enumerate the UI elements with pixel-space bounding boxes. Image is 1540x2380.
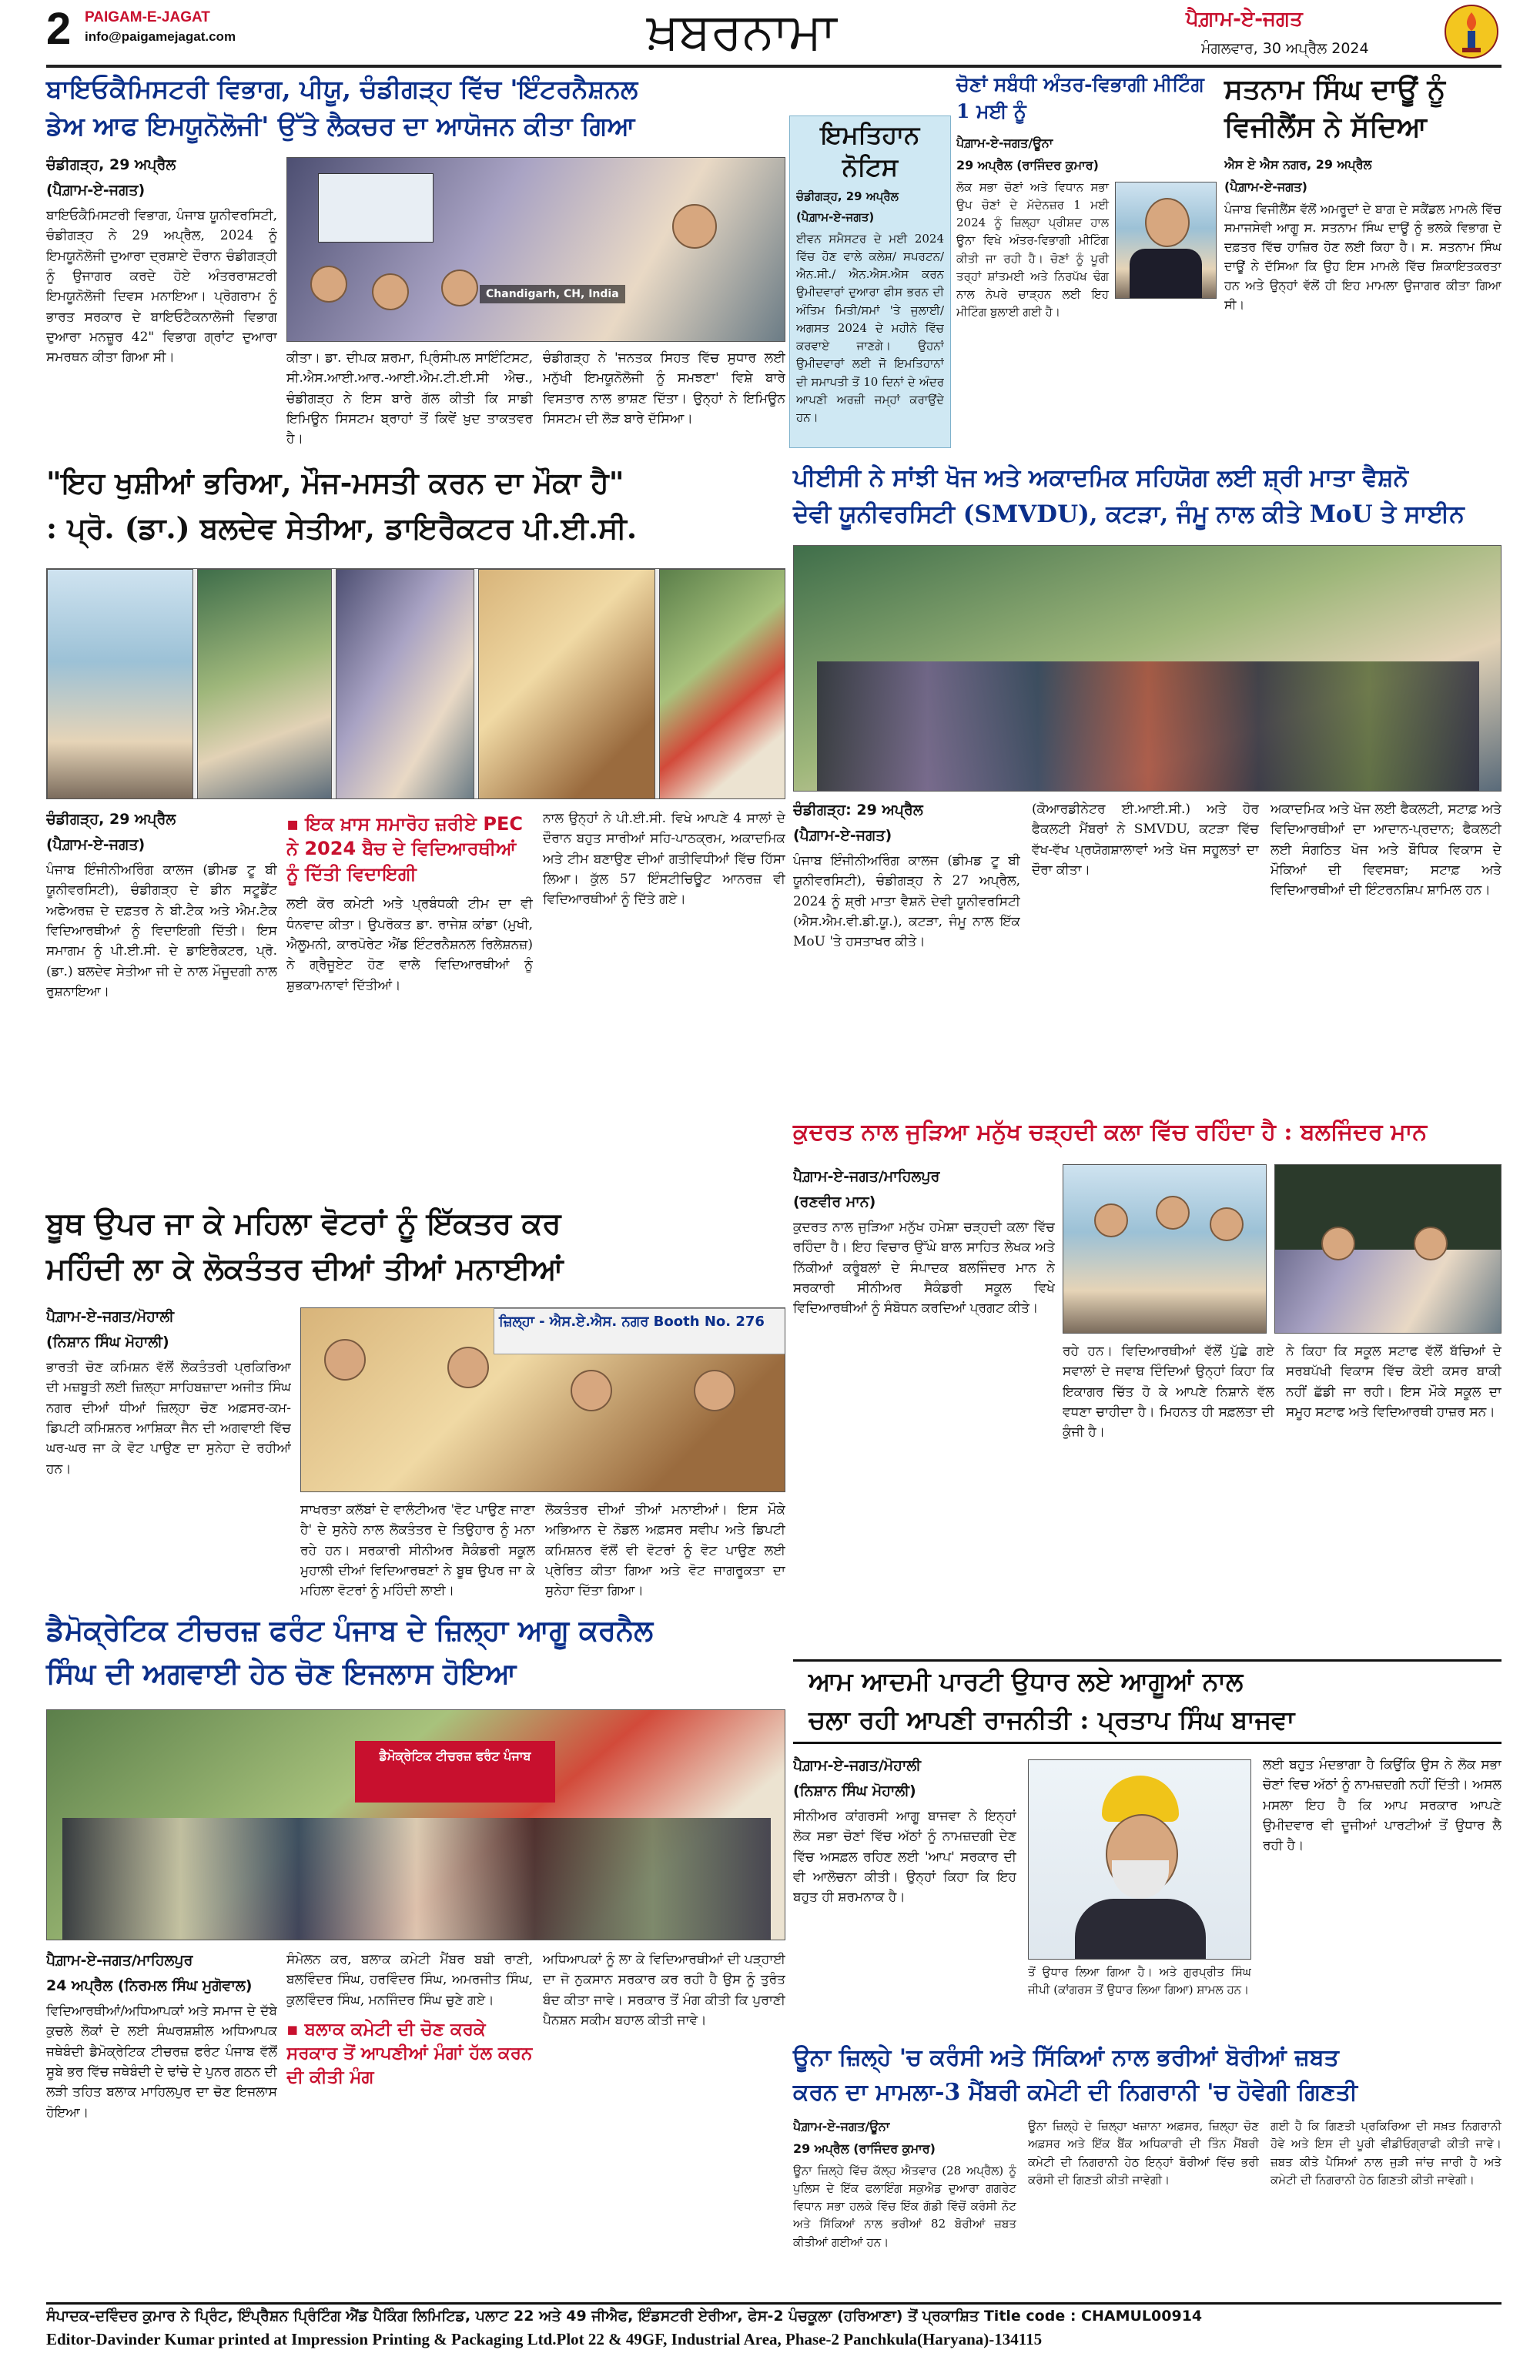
text-column-3 <box>543 808 785 1193</box>
collage-photo-2 <box>197 569 332 799</box>
imprint-line-punjabi: ਸੰਪਾਦਕ-ਦਵਿੰਦਰ ਕੁਮਾਰ ਨੇ ਪ੍ਰਿੰਟ, ਇੰਪ੍ਰੈਸ਼ਨ ਪ੍ਰਿੰਟਿੰਗ ਐਂਡ ਪੈਕਿੰਗ ਲਿਮਿਟਿਡ, ਪਲਾਟ 22 ਅਤੇ 49 ਜੀਐਫ, ਇੰਡਸਟਰੀ ਏਰੀਆ, ਫੇਸ-2 ਪੰਚਕੂਲਾ (ਹਰਿਆਣਾ) ਤੋਂ ਪ੍ਰਕਾਸ਼ਿਤ Title code : CHAMUL00914 <box>46 2308 1203 2325</box>
pull-quote <box>286 812 533 886</box>
article-election-meeting <box>956 71 1217 448</box>
dateline: ਚੰਡੀਗੜ੍ਹ, 29 ਅਪ੍ਰੈਲ <box>46 156 176 173</box>
body-text: ਪੰਜਾਬ ਇੰਜੀਨੀਅਰਿੰਗ ਕਾਲਜ (ਡੀਮਡ ਟੂ ਬੀ ਯੂਨੀਵਰਸਿਟੀ), ਚੰਡੀਗੜ੍ਹ ਨੇ 27 ਅਪ੍ਰੈਲ, 2024 ਨੂੰ ਸ਼੍ਰੀ ਮਾਤਾ ਵੈਸ਼ਨੋ ਦੇਵੀ ਯੂਨੀਵਰਸਿਟੀ (ਐਸ.ਐਮ.ਵੀ.ਡੀ.ਯੂ.), ਕਟੜਾ, ਜੰਮੂ ਨਾਲ ਇੱਕ MoU 'ਤੇ ਹਸਤਾਖਰ ਕੀਤੇ। <box>793 852 1020 950</box>
article-biochemistry <box>46 71 785 456</box>
headline: ਚੋਣਾਂ ਸਬੰਧੀ ਅੰਤਰ-ਵਿਭਾਗੀ ਮੀਟਿੰਗ 1 ਮਈ ਨੂੰ <box>956 73 1204 122</box>
projector-screen <box>318 173 434 243</box>
article-teachers <box>46 1609 785 2293</box>
text-column-2 <box>1032 799 1259 1107</box>
section-title: ਖ਼ਬਰਨਾਮਾ <box>647 2 837 61</box>
headline-line-1: "ਇਹ ਖੁਸ਼ੀਆਂ ਭਰਿਆ, ਮੌਜ-ਮਸਤੀ ਕਰਨ ਦਾ ਮੌਕਾ ਹੈ" <box>46 465 624 500</box>
person <box>1156 1196 1190 1230</box>
photo-caption <box>1028 1963 1251 2029</box>
headline <box>46 1201 785 1291</box>
voter <box>324 1339 366 1381</box>
byline: (ਪੈਗ਼ਾਮ-ਏ-ਜਗਤ) <box>796 210 875 225</box>
text-column-1 <box>46 154 277 454</box>
article-pec-farewell <box>46 460 785 1230</box>
headline-line-2: ਵਿਜੀਲੈਂਸ ਨੇ ਸੱਦਿਆ <box>1224 110 1427 143</box>
text-column-2 <box>1063 1341 1274 1634</box>
voter <box>571 1370 612 1411</box>
body-text: ਨੇ ਕਿਹਾ ਕਿ ਸਕੂਲ ਸਟਾਫ ਵੱਲੋਂ ਬੱਚਿਆਂ ਦੇ ਸਰਬਪੱਖੀ ਵਿਕਾਸ ਵਿੱਚ ਕੋਈ ਕਸਰ ਬਾਕੀ ਨਹੀਂ ਛੱਡੀ ਜਾ ਰਹੀ। ਇਸ ਮੌਕੇ ਸਕੂਲ ਦਾ ਸਮੂਹ ਸਟਾਫ ਅਤੇ ਵਿਦਿਆਰਥੀ ਹਾਜ਼ਰ ਸਨ। <box>1286 1344 1502 1421</box>
headline-line-1: ਡੈਮੋਕ੍ਰੇਟਿਕ ਟੀਚਰਜ਼ ਫਰੰਟ ਪੰਜਾਬ ਦੇ ਜ਼ਿਲ੍ਹਾ ਆਗੂ ਕਰਨੈਲ <box>46 1613 654 1647</box>
dateline: ਪੈਗ਼ਾਮ-ਏ-ਜਗਤ/ਊਨਾ <box>793 2119 890 2134</box>
speaker <box>672 204 717 249</box>
body-text: ਸਾਖਰਤਾ ਕਲੱਬਾਂ ਦੇ ਵਾਲੰਟੀਅਰ 'ਵੋਟ ਪਾਉਣ ਜਾਣਾ ਹੈ' ਦੇ ਸੁਨੇਹੇ ਨਾਲ ਲੋਕਤੰਤਰ ਦੇ ਤਿਉਹਾਰ ਨੂੰ ਮਨਾ ਰਹੇ ਹਨ। ਸਰਕਾਰੀ ਸੀਨੀਅਰ ਸੈਕੰਡਰੀ ਸਕੂਲ ਮੁਹਾਲੀ ਦੀਆਂ ਵਿਦਿਆਰਥਣਾਂ ਨੇ ਬੂਥ ਉਪਰ ਜਾ ਕੇ ਮਹਿਲਾ ਵੋਟਰਾਂ ਨੂੰ ਮਹਿੰਦੀ ਲਾਈ। <box>300 1502 535 1599</box>
bajwa-portrait <box>1028 1759 1251 1960</box>
bullet-icon: ▪ <box>286 813 306 835</box>
headline <box>808 1662 1294 1739</box>
masthead-rule <box>46 65 1502 68</box>
dateline: ਚੰਡੀਗੜ੍ਹ, 29 ਅਪ੍ਰੈਲ <box>796 189 899 204</box>
person <box>1414 1227 1448 1260</box>
byline: (ਪੈਗ਼ਾਮ-ਏ-ਜਗਤ) <box>1224 179 1307 194</box>
union-banner <box>355 1741 555 1803</box>
attendee <box>310 266 347 303</box>
school-photo-1 <box>1063 1164 1267 1334</box>
text-column-3 <box>543 348 785 456</box>
issue-date: ਮੰਗਲਵਾਰ, 30 ਅਪ੍ਰੈਲ 2024 <box>1201 40 1369 57</box>
notice-title-line-2: ਨੋਟਿਸ <box>842 152 899 182</box>
body-text: ਊਨਾ ਜ਼ਿਲ੍ਹੇ ਦੇ ਜ਼ਿਲ੍ਹਾ ਖਜ਼ਾਨਾ ਅਫ਼ਸਰ, ਜ਼ਿਲ੍ਹਾ ਚੋਣ ਅਫ਼ਸਰ ਅਤੇ ਇੱਕ ਬੈਂਕ ਅਧਿਕਾਰੀ ਦੀ ਤਿੰਨ ਮੈਂਬਰੀ ਕਮੇਟੀ ਦੀ ਨਿਗਰਾਨੀ ਹੇਠ ਇਨ੍ਹਾਂ ਬੋਰੀਆਂ ਵਿੱਚ ਭਰੀ ਕਰੰਸੀ ਦੀ ਗਿਣਤੀ ਕੀਤੀ ਜਾਵੇਗੀ। <box>1028 2119 1259 2187</box>
logo-icon <box>1444 3 1499 60</box>
body-text: ਕੀਤਾ। ਡਾ. ਦੀਪਕ ਸ਼ਰਮਾ, ਪ੍ਰਿੰਸੀਪਲ ਸਾਇੰਟਿਸਟ, ਸੀ.ਐਸ.ਆਈ.ਆਰ.-ਆਈ.ਐਮ.ਟੀ.ਈ.ਸੀ ਐਚ., ਚੰਡੀਗੜ੍ਹ ਨੇ ਇਸ ਬਾਰੇ ਗੱਲ ਕੀਤੀ ਕਿ ਸਾਡੀ ਇਮਿਊਨ ਸਿਸਟਮ ਬ੍ਰਾਹਾਂ ਤੋਂ ਕਿਵੇਂ ਖ਼ੁਦ ਤਾਕਤਵਰ ਹੈ। <box>286 350 533 447</box>
article-pec-mou <box>793 460 1502 1107</box>
pull-quote-text: ਇਕ ਖ਼ਾਸ ਸਮਾਰੋਹ ਜ਼ਰੀਏ PEC ਨੇ 2024 ਬੈਚ ਦੇ ਵਿਦਿਆਰਥੀਆਂ ਨੂੰ ਦਿੱਤੀ ਵਿਦਾਇਗੀ <box>286 813 523 885</box>
official-portrait <box>1115 182 1217 299</box>
headline-line-1: ਆਮ ਆਦਮੀ ਪਾਰਟੀ ਉਧਾਰ ਲਏ ਆਗੂਆਂ ਨਾਲ <box>808 1666 1244 1696</box>
text-column-1 <box>46 1950 277 2288</box>
teachers-group-photo <box>46 1709 785 1940</box>
text-column-1 <box>793 2117 1016 2293</box>
headline-line-2: ਸਿੰਘ ਦੀ ਅਗਵਾਈ ਹੇਠ ਚੋਣ ਇਜਲਾਸ ਹੋਇਆ <box>46 1655 517 1690</box>
headline <box>793 460 1502 532</box>
bullet-icon: ▪ <box>286 2020 305 2040</box>
headline <box>46 1609 785 1695</box>
body-text: ਅਕਾਦਮਿਕ ਅਤੇ ਖੋਜ ਲਈ ਫੈਕਲਟੀ, ਸਟਾਫ਼ ਅਤੇ ਵਿਦਿਆਰਥੀਆਂ ਦਾ ਆਦਾਨ-ਪ੍ਰਦਾਨ; ਫੈਕਲਟੀ ਲਈ ਸੰਗਠਿਤ ਖੋਜ ਅਤੇ ਬੌਧਿਕ ਵਿਕਾਸ ਦੇ ਮੌਕਿਆਂ ਦੀ ਵਿਵਸਥਾ; ਸਟਾਫ਼ ਅਤੇ ਵਿਦਿਆਰਥੀਆਂ ਦੀ ਇੰਟਰਨਸ਼ਿਪ ਸ਼ਾਮਿਲ ਹਨ। <box>1270 802 1502 899</box>
dateline: ਪੈਗ਼ਾਮ-ਏ-ਜਗਤ/ਮੋਹਾਲੀ <box>793 1757 921 1774</box>
text-column-2 <box>286 348 533 456</box>
text-column-2 <box>286 808 533 1193</box>
text-column-3 <box>1270 799 1502 1107</box>
byline: (ਪੈਗ਼ਾਮ-ਏ-ਜਗਤ) <box>793 827 892 845</box>
person <box>1321 1227 1355 1260</box>
mou-group-photo <box>793 545 1502 792</box>
school-photo-2 <box>1274 1164 1502 1334</box>
dateline: ਚੰਡੀਗੜ੍ਹ, 29 ਅਪ੍ਰੈਲ <box>46 811 176 828</box>
collage-photo-1 <box>47 569 193 799</box>
headline <box>793 2040 1502 2110</box>
body-text: ਪੰਜਾਬ ਵਿਜੀਲੈਂਸ ਵੱਲੋਂ ਅਮਰੂਦਾਂ ਦੇ ਬਾਗ ਦੇ ਸਕੈਂਡਲ ਮਾਮਲੇ ਵਿੱਚ ਸਮਾਜਸੇਵੀ ਆਗੂ ਸ. ਸਤਨਾਮ ਸਿੰਘ ਦਾਊਂ ਨੂੰ ਭਲਕੇ ਵਿਭਾਗ ਦੇ ਦਫ਼ਤਰ ਵਿੱਚ ਹਾਜ਼ਿਰ ਹੋਣ ਲਈ ਕਿਹਾ ਹੈ। ਸ. ਸਤਨਾਮ ਸਿੰਘ ਦਾਊਂ ਨੇ ਦੱਸਿਆ ਕਿ ਉਹ ਇਸ ਮਾਮਲੇ ਵਿੱਚ ਸ਼ਿਕਾਇਤਕਰਤਾ ਹਨ ਅਤੇ ਉਨ੍ਹਾਂ ਵੱਲੋਂ ਹੀ ਇਹ ਮਾਮਲਾ ਉਜਾਗਰ ਕੀਤਾ ਗਿਆ ਸੀ। <box>1224 201 1502 312</box>
body-text: ਲਈ ਬਹੁਤ ਮੰਦਭਾਗਾ ਹੈ ਕਿਉਂਕਿ ਉਸ ਨੇ ਲੋਕ ਸਭਾ ਚੋਣਾਂ ਵਿਚ ਅੱਠਾਂ ਨੂੰ ਨਾਮਜ਼ਦਗੀ ਨਹੀਂ ਦਿੱਤੀ। ਅਸਲ ਮਸਲਾ ਇਹ ਹੈ ਕਿ ਆਪ ਸਰਕਾਰ ਆਪਣੇ ਉਮੀਦਵਾਰ ਵੀ ਦੂਜੀਆਂ ਪਾਰਟੀਆਂ ਤੋਂ ਉਧਾਰ ਲੈ ਰਹੀ ਹੈ। <box>1263 1757 1502 1854</box>
dateline: ਪੈਗ਼ਾਮ-ਏ-ਜਗਤ/ਊਨਾ <box>956 136 1053 150</box>
headline-line-2: ਕਰਨ ਦਾ ਮਾਮਲਾ-3 ਮੈਂਬਰੀ ਕਮੇਟੀ ਦੀ ਨਿਗਰਾਨੀ 'ਚ ਹੋਵੇਗੀ ਗਿਣਤੀ <box>793 2079 1358 2106</box>
dateline: ਚੰਡੀਗੜ੍ਹ: 29 ਅਪ੍ਰੈਲ <box>793 802 923 818</box>
headline-line-1: ਪੀਈਸੀ ਨੇ ਸਾਂਝੀ ਖੋਜ ਅਤੇ ਅਕਾਦਮਿਕ ਸਹਿਯੋਗ ਲਈ ਸ਼੍ਰੀ ਮਾਤਾ ਵੈਸ਼ਨੋ <box>793 464 1409 492</box>
text-column <box>1224 156 1502 444</box>
headline-line-2: ਡੇਅ ਆਫ ਇਮਯੂਨੋਲੋਜੀ' ਉੱਤੇ ਲੈਕਚਰ ਦਾ ਆਯੋਜਨ ਕੀਤਾ ਗਿਆ <box>46 110 635 141</box>
article-una-currency <box>793 2040 1502 2293</box>
dateline: ਪੈਗ਼ਾਮ-ਏ-ਜਗਤ/ਮੋਹਾਲੀ <box>46 1308 174 1325</box>
headline <box>1224 71 1502 146</box>
headline-line-1: ਸਤਨਾਮ ਸਿੰਘ ਦਾਊਂ ਨੂੰ <box>1224 73 1446 105</box>
body-text: (ਕੋਆਰਡੀਨੇਟਰ ਈ.ਆਈ.ਸੀ.) ਅਤੇ ਹੋਰ ਫੈਕਲਟੀ ਮੈਂਬਰਾਂ ਨੇ SMVDU, ਕਟੜਾ ਵਿੱਚ ਵੱਖ-ਵੱਖ ਪ੍ਰਯੋਗਸ਼ਾਲਾਵਾਂ ਅਤੇ ਖੋਜ ਸਹੂਲਤਾਂ ਦਾ ਦੌਰਾ ਕੀਤਾ। <box>1032 802 1259 879</box>
body-text: ਅਧਿਆਪਕਾਂ ਨੂੰ ਲਾ ਕੇ ਵਿਦਿਆਰਥੀਆਂ ਦੀ ਪੜ੍ਹਾਈ ਦਾ ਜੋ ਨੁਕਸਾਨ ਸਰਕਾਰ ਕਰ ਰਹੀ ਹੈ ਉਸ ਨੂੰ ਤੁਰੰਤ ਬੰਦ ਕੀਤਾ ਜਾਵੇ। ਸਰਕਾਰ ਤੋਂ ਮੰਗ ਕੀਤੀ ਕਿ ਪੁਰਾਣੀ ਪੈਨਸ਼ਨ ਸਕੀਮ ਬਹਾਲ ਕੀਤੀ ਜਾਵੇ। <box>543 1952 785 2029</box>
headline <box>46 460 785 551</box>
mehndi-photo <box>300 1307 785 1492</box>
byline: 29 ਅਪ੍ਰੈਲ (ਰਾਜਿੰਦਰ ਕੁਮਾਰ) <box>793 2141 936 2156</box>
person <box>1210 1207 1244 1241</box>
article-aap-bajwa <box>793 1659 1502 2029</box>
person <box>1094 1203 1128 1237</box>
farewell-photo-collage <box>46 568 785 799</box>
headline-line-1: ਊਨਾ ਜ਼ਿਲ੍ਹੇ 'ਚ ਕਰੰਸੀ ਅਤੇ ਸਿੱਕਿਆਂ ਨਾਲ ਭਰੀਆਂ ਬੋਰੀਆਂ ਜ਼ਬਤ <box>793 2044 1339 2071</box>
body-text: ਵਿਦਿਆਰਥੀਆਂ/ਅਧਿਆਪਕਾਂ ਅਤੇ ਸਮਾਜ ਦੇ ਦੱਬੇ ਕੁਚਲੇ ਲੋਕਾਂ ਦੇ ਲਈ ਸੰਘਰਸ਼ਸ਼ੀਲ ਅਧਿਆਪਕ ਜਥੇਬੰਦੀ ਡੈਮੋਕ੍ਰੇਟਿਕ ਟੀਚਰਜ਼ ਫਰੰਟ ਪੰਜਾਬ ਵੱਲੋਂ ਸੂਬੇ ਭਰ ਵਿੱਚ ਜਥੇਬੰਦੀ ਦੇ ਢਾਂਚੇ ਦੇ ਪੁਨਰ ਗਠਨ ਦੀ ਲੜੀ ਤਹਿਤ ਬਲਾਕ ਮਾਹਿਲਪੁਰ ਦਾ ਚੋਣ ਇਜਲਾਸ ਹੋਇਆ। <box>46 2003 277 2121</box>
body-text: ਈਵਨ ਸਮੈਸਟਰ ਦੇ ਮਈ 2024 ਵਿੱਚ ਹੋਣ ਵਾਲੇ ਕਲੇਸ਼/ ਸਪਰਟਨ/ ਐਨ.ਸੀ./ ਐਨ.ਐਸ.ਐਸ ਕਰਨ ਉਮੀਦਵਾਰਾਂ ਦੁਆਰਾ ਫੀਸ ਭਰਨ ਦੀ ਅੰਤਿਮ ਮਿਤੀ/ਸਮਾਂ 'ਤੇ ਜੁਲਾਈ/ ਅਗਸਤ 2024 ਦੇ ਮਹੀਨੇ ਵਿੱਚ ਕਰਵਾਏ ਜਾਣਗੇ। ਉਹਨਾਂ ਉਮੀਦਵਾਰਾਂ ਲਈ ਜੋ ਇਮਤਿਹਾਨਾਂ ਦੀ ਸਮਾਪਤੀ ਤੋਂ 10 ਦਿਨਾਂ ਦੇ ਅੰਦਰ ਆਪਣੀ ਅਰਜ਼ੀ ਜਮ੍ਹਾਂ ਕਰਾਉਂਦੇ ਹਨ। <box>796 231 944 425</box>
portrait-suit <box>1130 249 1202 298</box>
attendee <box>441 269 478 306</box>
text-column-3 <box>543 1950 785 2288</box>
text-column-2 <box>300 1500 535 1600</box>
photo-geotag: Chandigarh, CH, India <box>480 285 625 303</box>
byline: (ਪੈਗ਼ਾਮ-ਏ-ਜਗਤ) <box>46 836 146 854</box>
text-column <box>956 134 1217 442</box>
body-text: ਕੁਦਰਤ ਨਾਲ ਜੁੜਿਆ ਮਨੁੱਖ ਹਮੇਸ਼ਾ ਚੜ੍ਹਦੀ ਕਲਾ ਵਿੱਚ ਰਹਿੰਦਾ ਹੈ। ਇਹ ਵਿਚਾਰ ਉੱਘੇ ਬਾਲ ਸਾਹਿਤ ਲੇਖਕ ਅਤੇ ਨਿੱਕੀਆਂ ਕਰੂੰਬਲਾਂ ਦੇ ਸੰਪਾਦਕ ਬਲਜਿੰਦਰ ਮਾਨ ਨੇ ਸਰਕਾਰੀ ਸੀਨੀਅਰ ਸੈਕੰਡਰੀ ਸਕੂਲ ਵਿਖੇ ਵਿਦਿਆਰਥੀਆਂ ਨੂੰ ਸੰਬੋਧਨ ਕਰਦਿਆਂ ਪ੍ਰਗਟ ਕੀਤੇ। <box>793 1219 1055 1317</box>
imprint-line-english: Editor-Davinder Kumar printed at Impression Printing & Packaging Ltd.Plot 22 & 49GF, Industrial Area, Phase-2 Panchkula(Haryana)-134115 <box>46 2330 1043 2349</box>
headline-line-1: ਬੂਥ ਉਪਰ ਜਾ ਕੇ ਮਹਿਲਾ ਵੋਟਰਾਂ ਨੂੰ ਇੱਕਤਰ ਕਰ <box>46 1206 561 1241</box>
byline: 24 ਅਪ੍ਰੈਲ (ਨਿਰਮਲ ਸਿੰਘ ਮੁਗੋਵਾਲ) <box>46 1977 253 1995</box>
dateline: ਐਸ ਏ ਐਸ ਨਗਰ, 29 ਅਪ੍ਰੈਲ <box>1224 157 1372 172</box>
headline <box>46 71 785 145</box>
body-text: ਭਾਰਤੀ ਚੋਣ ਕਮਿਸ਼ਨ ਵੱਲੋਂ ਲੋਕਤੰਤਰੀ ਪ੍ਰਕਿਰਿਆ ਦੀ ਮਜ਼ਬੂਤੀ ਲਈ ਜ਼ਿਲ੍ਹਾ ਸਾਹਿਬਜ਼ਾਦਾ ਅਜੀਤ ਸਿੰਘ ਨਗਰ ਦੀਆਂ ਧੀਆਂ ਜ਼ਿਲ੍ਹਾ ਚੋਣ ਅਫ਼ਸਰ-ਕਮ-ਡਿਪਟੀ ਕਮਿਸ਼ਨਰ ਆਸ਼ਿਕਾ ਜੈਨ ਦੀ ਅਗਵਾਈ ਵਿੱਚ ਘਰ-ਘਰ ਜਾ ਕੇ ਵੋਟ ਪਾਉਣ ਦਾ ਸੁਨੇਹਾ ਦੇ ਰਹੀਆਂ ਹਨ। <box>46 1359 291 1477</box>
union-banner-text: ਡੈਮੋਕ੍ਰੇਟਿਕ ਟੀਚਰਜ਼ ਫਰੰਟ ਪੰਜਾਬ <box>379 1749 531 1763</box>
body-text: ਬਾਇਓਕੈਮਿਸਟਰੀ ਵਿਭਾਗ, ਪੰਜਾਬ ਯੂਨੀਵਰਸਿਟੀ, ਚੰਡੀਗੜ੍ਹ ਨੇ 29 ਅਪ੍ਰੈਲ, 2024 ਨੂੰ ਇਮਯੂਨੋਲੋਜੀ ਦੁਆਰਾ ਦ੍ਰਸ਼ਾਏ ਦੌਰਾਨ ਚੰਡੀਗੜ੍ਹੀ ਨੂੰ ਉਜਾਗਰ ਕਰਦੇ ਹੋਏ ਅੰਤਰਰਾਸ਼ਟਰੀ ਇਮਯੂਨੋਲੋਜੀ ਦਿਵਸ ਮਨਾਇਆ। ਪ੍ਰੋਗਰਾਮ ਨੂੰ ਭਾਰਤ ਸਰਕਾਰ ਦੇ ਬਾਇਓਟੈਕਨਾਲੋਜੀ ਵਿਭਾਗ ਦੁਆਰਾ ਮਨਜ਼ੂਰ 42" ਵਿਭਾਗ ਗ੍ਰਾਂਟ ਦੁਆਰਾ ਸਮਰਥਨ ਕੀਤਾ ਗਿਆ ਸੀ। <box>46 207 277 366</box>
pull-quote <box>286 2018 533 2090</box>
people-row <box>817 661 1479 792</box>
collage-photo-3 <box>336 569 474 799</box>
notice-title-line-1: ਇਮਤਿਹਾਨ <box>820 120 920 149</box>
headline-line-2: ਦੇਵੀ ਯੂਨੀਵਰਸਿਟੀ (SMVDU), ਕਟੜਾ, ਜੰਮੂ ਨਾਲ ਕੀਤੇ MoU ਤੇ ਸਾਈਨ <box>793 500 1465 528</box>
suit <box>1075 1899 1206 1960</box>
body-text: ਰਹੇ ਹਨ। ਵਿਦਿਆਰਥੀਆਂ ਵੱਲੋਂ ਪੁੱਛੇ ਗਏ ਸਵਾਲਾਂ ਦੇ ਜਵਾਬ ਦਿੰਦਿਆਂ ਉਨ੍ਹਾਂ ਕਿਹਾ ਕਿ ਇਕਾਗਰ ਚਿੱਤ ਹੋ ਕੇ ਆਪਣੇ ਨਿਸ਼ਾਨੇ ਵੱਲ ਵਧਣਾ ਚਾਹੀਦਾ ਹੈ। ਮਿਹਨਤ ਹੀ ਸਫ਼ਲਤਾ ਦੀ ਕੁੰਜੀ ਹੈ। <box>1063 1344 1274 1441</box>
voter <box>694 1370 735 1411</box>
byline: (ਨਿਸ਼ਾਨ ਸਿੰਘ ਮੋਹਾਲੀ) <box>793 1782 916 1800</box>
headline-line-2: : ਪ੍ਰੋ. (ਡਾ.) ਬਲਦੇਵ ਸੇਤੀਆ, ਡਾਇਰੈਕਟਰ ਪੀ.ਈ.ਸੀ. <box>46 510 638 545</box>
brand-email[interactable]: info@paigamejagat.com <box>85 29 236 44</box>
headline: ਕੁਦਰਤ ਨਾਲ ਜੁੜਿਆ ਮਨੁੱਖ ਚੜ੍ਹਦੀ ਕਲਾ ਵਿੱਚ ਰਹਿੰਦਾ ਹੈ : ਬਲਜਿੰਦਰ ਮਾਨ <box>793 1119 1428 1146</box>
people-row <box>62 1818 771 1940</box>
attendee <box>372 273 409 310</box>
collage-photo-4 <box>478 569 655 799</box>
text-column-2 <box>1028 2117 1259 2293</box>
imprint-footer <box>46 2302 1502 2356</box>
booth-sign-text: ਜ਼ਿਲ੍ਹਾ - ਐਸ.ਏ.ਐਸ. ਨਗਰ Booth No. 276 <box>499 1314 765 1330</box>
text-column-3 <box>1270 2117 1502 2293</box>
text-column-1 <box>793 1755 1016 2029</box>
pull-quote-text: ਬਲਾਕ ਕਮੇਟੀ ਦੀ ਚੋਣ ਕਰਕੇ ਸਰਕਾਰ ਤੋਂ ਆਪਣੀਆਂ ਮੰਗਾਂ ਹੱਲ ਕਰਨ ਦੀ ਕੀਤੀ ਮੰਗ <box>286 2020 533 2088</box>
body-text: ਨਾਲ ਉਨ੍ਹਾਂ ਨੇ ਪੀ.ਈ.ਸੀ. ਵਿਖੇ ਆਪਣੇ 4 ਸਾਲਾਂ ਦੇ ਦੌਰਾਨ ਬਹੁਤ ਸਾਰੀਆਂ ਸਹਿ-ਪਾਠਕ੍ਰਮ, ਅਕਾਦਮਿਕ ਅਤੇ ਟੀਮ ਬਣਾਉਣ ਦੀਆਂ ਗਤੀਵਿਧੀਆਂ ਵਿੱਚ ਹਿੱਸਾ ਲਿਆ। ਕੁੱਲ 57 ਇੰਸਟੀਚਿਊਟ ਆਨਰਜ਼ ਵੀ ਵਿਦਿਆਰਥੀਆਂ ਨੂੰ ਦਿੱਤੇ ਗਏ। <box>543 811 785 908</box>
text-column-1 <box>46 808 277 1193</box>
text-column-3 <box>545 1500 785 1600</box>
body-text: ਚੰਡੀਗੜ੍ਹ ਨੇ 'ਜਨਤਕ ਸਿਹਤ ਵਿੱਚ ਸੁਧਾਰ ਲਈ ਮਨੁੱਖੀ ਇਮਯੂਨੋਲੋਜੀ ਨੂੰ ਸਮਝਣਾ' ਵਿਸ਼ੇ ਬਾਰੇ ਵਿਸਤਾਰ ਨਾਲ ਭਾਸ਼ਣ ਦਿੱਤਾ। ਉਨ੍ਹਾਂ ਨੇ ਇਮਿਊਨ ਸਿਸਟਮ ਦੀ ਲੋੜ ਬਾਰੇ ਦੱਸਿਆ। <box>543 350 785 427</box>
body-text: ਗਈ ਹੈ ਕਿ ਗਿਣਤੀ ਪ੍ਰਕਿਰਿਆ ਦੀ ਸਖ਼ਤ ਨਿਗਰਾਨੀ ਹੋਵੇ ਅਤੇ ਇਸ ਦੀ ਪੂਰੀ ਵੀਡੀਓਗ੍ਰਾਫੀ ਕੀਤੀ ਜਾਵੇ। ਜ਼ਬਤ ਕੀਤੇ ਪੈਸਿਆਂ ਨਾਲ ਜੁੜੀ ਜਾਂਚ ਜਾਰੀ ਹੈ ਅਤੇ ਕਮੇਟੀ ਦੀ ਨਿਗਰਾਨੀ ਹੇਠ ਗਿਣਤੀ ਕੀਤੀ ਜਾਵੇਗੀ। <box>1270 2119 1502 2187</box>
body-text: ਲਈ ਕੋਰ ਕਮੇਟੀ ਅਤੇ ਪ੍ਰਬੰਧਕੀ ਟੀਮ ਦਾ ਵੀ ਧੰਨਵਾਦ ਕੀਤਾ। ਉਪਰੋਕਤ ਡਾ. ਰਾਜੇਸ਼ ਕਾਂਡਾ (ਮੁਖੀ, ਐਲੂਮਨੀ, ਕਾਰਪੋਰੇਟ ਐਂਡ ਇੰਟਰਨੈਸ਼ਨਲ ਰਿਲੇਸ਼ਨਜ਼) ਨੇ ਗ੍ਰੈਜੂਏਟ ਹੋਣ ਵਾਲੇ ਵਿਦਿਆਰਥੀਆਂ ਨੂੰ ਸ਼ੁਭਕਾਮਨਾਵਾਂ ਦਿੱਤੀਆਂ। <box>286 896 533 993</box>
body-text: ਲੋਕ ਸਭਾ ਚੋਣਾਂ ਅਤੇ ਵਿਧਾਨ ਸਭਾ ਉਪ ਚੋਣਾਂ ਦੇ ਮੱਦੇਨਜ਼ਰ 1 ਮਈ 2024 ਨੂੰ ਜ਼ਿਲ੍ਹਾ ਪ੍ਰੀਸ਼ਦ ਹਾਲ ਊਨਾ ਵਿਖੇ ਅੰਤਰ-ਵਿਭਾਗੀ ਮੀਟਿੰਗ ਕੀਤੀ ਜਾ ਰਹੀ ਹੈ। ਚੋਣਾਂ ਨੂੰ ਪੂਰੀ ਤਰ੍ਹਾਂ ਸ਼ਾਂਤਮਈ ਅਤੇ ਨਿਰਪੱਖ ਢੰਗ ਨਾਲ ਨੇਪਰੇ ਚਾੜ੍ਹਨ ਲਈ ਇਹ ਮੀਟਿੰਗ ਬੁਲਾਈ ਗਈ ਹੈ। <box>956 179 1109 320</box>
body-text: ਊਨਾ ਜ਼ਿਲ੍ਹੇ ਵਿੱਚ ਕੱਲ੍ਹ ਐਤਵਾਰ (28 ਅਪ੍ਰੈਲ) ਨੂੰ ਪੁਲਿਸ ਦੇ ਇੱਕ ਫਲਾਇੰਗ ਸਕੁਐਡ ਦੁਆਰਾ ਗਗਰੇਟ ਵਿਧਾਨ ਸਭਾ ਹਲਕੇ ਵਿੱਚ ਇੱਕ ਗੱਡੀ ਵਿੱਚੋਂ ਕਰੰਸੀ ਨੋਟ ਅਤੇ ਸਿੱਕਿਆਂ ਨਾਲ ਭਰੀਆਂ 82 ਬੋਰੀਆਂ ਜ਼ਬਤ ਕੀਤੀਆਂ ਗਈਆਂ ਹਨ। <box>793 2163 1016 2249</box>
byline: (ਰਣਵੀਰ ਮਾਨ) <box>793 1193 876 1211</box>
brand-punjabi: ਪੈਗ਼ਾਮ-ਏ-ਜਗਤ <box>1186 8 1303 31</box>
booth-sign <box>494 1308 785 1354</box>
page-number: 2 <box>46 4 72 54</box>
text-column-1 <box>793 799 1020 1107</box>
text-column-2 <box>1263 1755 1502 2029</box>
lecture-photo <box>286 157 785 342</box>
article-mehndi <box>46 1201 785 1602</box>
text-column-3 <box>1286 1341 1502 1634</box>
exam-notice-box <box>789 115 951 448</box>
brand-name: PAIGAM-E-JAGAT <box>85 9 210 25</box>
headline-line-2: ਚਲਾ ਰਹੀ ਆਪਣੀ ਰਾਜਨੀਤੀ : ਪ੍ਰਤਾਪ ਸਿੰਘ ਬਾਜਵਾ <box>808 1704 1295 1735</box>
notice-title <box>796 119 944 183</box>
body-text: ਪੰਜਾਬ ਇੰਜੀਨੀਅਰਿੰਗ ਕਾਲਜ (ਡੀਮਡ ਟੂ ਬੀ ਯੂਨੀਵਰਸਿਟੀ), ਚੰਡੀਗੜ੍ਹ ਦੇ ਡੀਨ ਸਟੂਡੈਂਟ ਅਫੇਅਰਜ਼ ਦੇ ਦਫ਼ਤਰ ਨੇ ਬੀ.ਟੈਕ ਅਤੇ ਐਮ.ਟੈਕ ਵਿਦਿਆਰਥੀਆਂ ਨੂੰ ਵਿਦਾਇਗੀ ਦਿੱਤੀ। ਇਸ ਸਮਾਗਮ ਨੂੰ ਪੀ.ਈ.ਸੀ. ਦੇ ਡਾਇਰੈਕਟਰ, ਪ੍ਰੋ. (ਡਾ.) ਬਲਦੇਵ ਸੇਤੀਆ ਜੀ ਦੇ ਨਾਲ ਮੌਜੂਦਗੀ ਨਾਲ ਰੁਸ਼ਨਾਇਆ। <box>46 862 277 999</box>
caption-text: ਤੋਂ ਉਧਾਰ ਲਿਆ ਗਿਆ ਹੈ। ਅਤੇ ਗੁਰਪ੍ਰੀਤ ਸਿੰਘ ਜੀਪੀ (ਕਾਂਗਰਸ ਤੋਂ ਉਧਾਰ ਲਿਆ ਗਿਆ) ਸ਼ਾਮਲ ਹਨ। <box>1028 1965 1251 1997</box>
masthead <box>0 0 1540 68</box>
article-vigilance <box>1224 71 1502 448</box>
dateline: ਪੈਗ਼ਾਮ-ਏ-ਜਗਤ/ਮਾਹਿਲਪੁਰ <box>46 1952 193 1969</box>
byline: 29 ਅਪ੍ਰੈਲ (ਰਾਜਿੰਦਰ ਕੁਮਾਰ) <box>956 157 1099 172</box>
text-column-1 <box>46 1306 291 1598</box>
dateline: ਪੈਗ਼ਾਮ-ਏ-ਜਗਤ/ਮਾਹਿਲਪੁਰ <box>793 1168 940 1185</box>
notice-body <box>796 188 944 427</box>
text-column-2 <box>286 1950 533 2288</box>
byline: (ਨਿਸ਼ਾਨ ਸਿੰਘ ਮੋਹਾਲੀ) <box>46 1334 169 1351</box>
body-text: ਲੋਕਤੰਤਰ ਦੀਆਂ ਤੀਆਂ ਮਨਾਈਆਂ। ਇਸ ਮੌਕੇ ਅਭਿਆਨ ਦੇ ਨੋਡਲ ਅਫ਼ਸਰ ਸਵੀਪ ਅਤੇ ਡਿਪਟੀ ਕਮਿਸ਼ਨਰ ਵੱਲੋਂ ਵੀ ਵੋਟਰਾਂ ਨੂੰ ਵੋਟ ਪਾਉਣ ਲਈ ਪ੍ਰੇਰਿਤ ਕੀਤਾ ਗਿਆ ਅਤੇ ਵੋਟ ਜਾਗਰੂਕਤਾ ਦਾ ਸੁਨੇਹਾ ਦਿੱਤਾ ਗਿਆ। <box>545 1502 785 1599</box>
body-text: ਸੀਨੀਅਰ ਕਾਂਗਰਸੀ ਆਗੂ ਬਾਜਵਾ ਨੇ ਇਨ੍ਹਾਂ ਲੋਕ ਸਭਾ ਚੋਣਾਂ ਵਿੱਚ ਅੱਠਾਂ ਨੂੰ ਨਾਮਜ਼ਦਗੀ ਦੇਣ ਵਿੱਚ ਅਸਫ਼ਲ ਰਹਿਣ ਲਈ 'ਆਪ' ਸਰਕਾਰ ਦੀ ਵੀ ਆਲੋਚਨਾ ਕੀਤੀ। ਉਨ੍ਹਾਂ ਕਿਹਾ ਕਿ ਇਹ ਬਹੁਤ ਹੀ ਸ਼ਰਮਨਾਕ ਹੈ। <box>793 1808 1016 1906</box>
beard <box>1112 1860 1169 1899</box>
headline-line-2: ਮਹਿੰਦੀ ਲਾ ਕੇ ਲੋਕਤੰਤਰ ਦੀਆਂ ਤੀਆਂ ਮਨਾਈਆਂ <box>46 1250 564 1287</box>
voter <box>447 1347 489 1388</box>
text-column-1 <box>793 1166 1055 1643</box>
body-text: ਸੰਮੇਲਨ ਕਰ, ਬਲਾਕ ਕਮੇਟੀ ਮੈਂਬਰ ਬਬੀ ਰਾਣੀ, ਬਲਵਿੰਦਰ ਸਿੰਘ, ਹਰਵਿੰਦਰ ਸਿੰਘ, ਅਮਰਜੀਤ ਸਿੰਘ, ਕੁਲਵਿੰਦਰ ਸਿੰਘ, ਮਨਜਿੰਦਰ ਸਿੰਘ ਚੁਣੇ ਗਏ। <box>286 1952 533 2008</box>
blackboard <box>1275 1165 1502 1250</box>
portrait-face <box>1145 198 1190 247</box>
byline: (ਪੈਗ਼ਾਮ-ਏ-ਜਗਤ) <box>46 182 146 199</box>
headline-line-1: ਬਾਇਓਕੈਮਿਸਟਰੀ ਵਿਭਾਗ, ਪੀਯੂ, ਚੰਡੀਗੜ੍ਹ ਵਿੱਚ 'ਇੰਟਰਨੈਸ਼ਨਲ <box>46 74 638 104</box>
collage-photo-5 <box>659 569 785 799</box>
